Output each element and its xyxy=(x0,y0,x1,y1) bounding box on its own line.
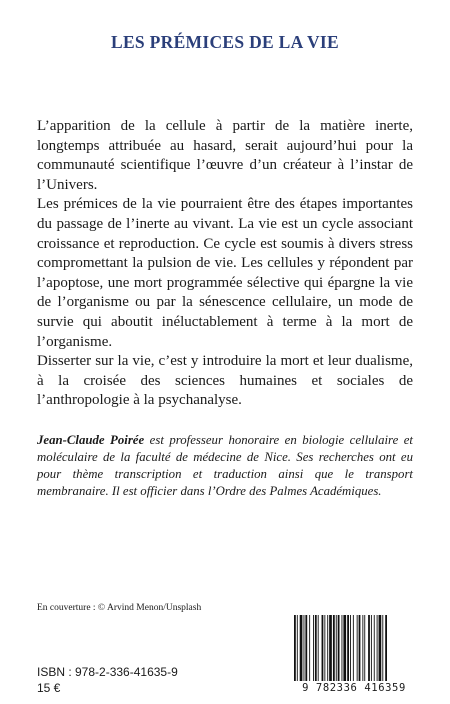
back-cover-blurb xyxy=(37,117,413,411)
isbn-block xyxy=(37,664,178,696)
price: 15 € xyxy=(37,681,61,695)
book-title: LES PRÉMICES DE LA VIE xyxy=(110,32,339,52)
barcode-bars xyxy=(292,615,416,681)
cover-credit: En couverture : © Arvind Menon/Unsplash xyxy=(37,603,202,613)
author-bio xyxy=(37,432,413,500)
blurb-paragraph: Les prémices de la vie pourraient être des étapes importantes du passage de l’inerte au vivant. La vie est un cycle associant croissance et reproduction. Ce cycle est soumis à divers stress compromettant la pulsion de vie. Les cellules y répondent par l’apoptose, une mort programmée sélective qui épargne la vie de l’organisme ou par la sénescence cellulaire, un mode de survie qui aboutit inéluctablement à terme à la mort de l’organisme. xyxy=(37,196,413,350)
blurb-paragraph: Disserter sur la vie, c’est y introduire la mort et leur dualisme, à la croisée des sciences humaines et sociales de l’anthropologie à la psychanalyse. xyxy=(37,353,413,409)
blurb-paragraph: L’apparition de la cellule à partir de la matière inerte, longtemps attribuée au hasard, serait aujourd’hui pour la communauté scientifique l’œuvre d’un créateur à l’instar de l’Univers. xyxy=(37,118,413,193)
isbn-number: ISBN : 978-2-336-41635-9 xyxy=(37,665,178,679)
barcode-digits: 9 782336 416359 xyxy=(302,682,406,694)
author-name: Jean-Claude Poirée xyxy=(37,433,145,447)
author-bio-text: est professeur honoraire en biologie cellulaire et moléculaire de la faculté de médecine de Nice. Ses recherches ont eu pour thème transcription et traduction ainsi que le transport membranaire. Il est officier dans l’Ordre des Palmes Académiques. xyxy=(37,433,413,498)
barcode-image xyxy=(292,615,416,681)
